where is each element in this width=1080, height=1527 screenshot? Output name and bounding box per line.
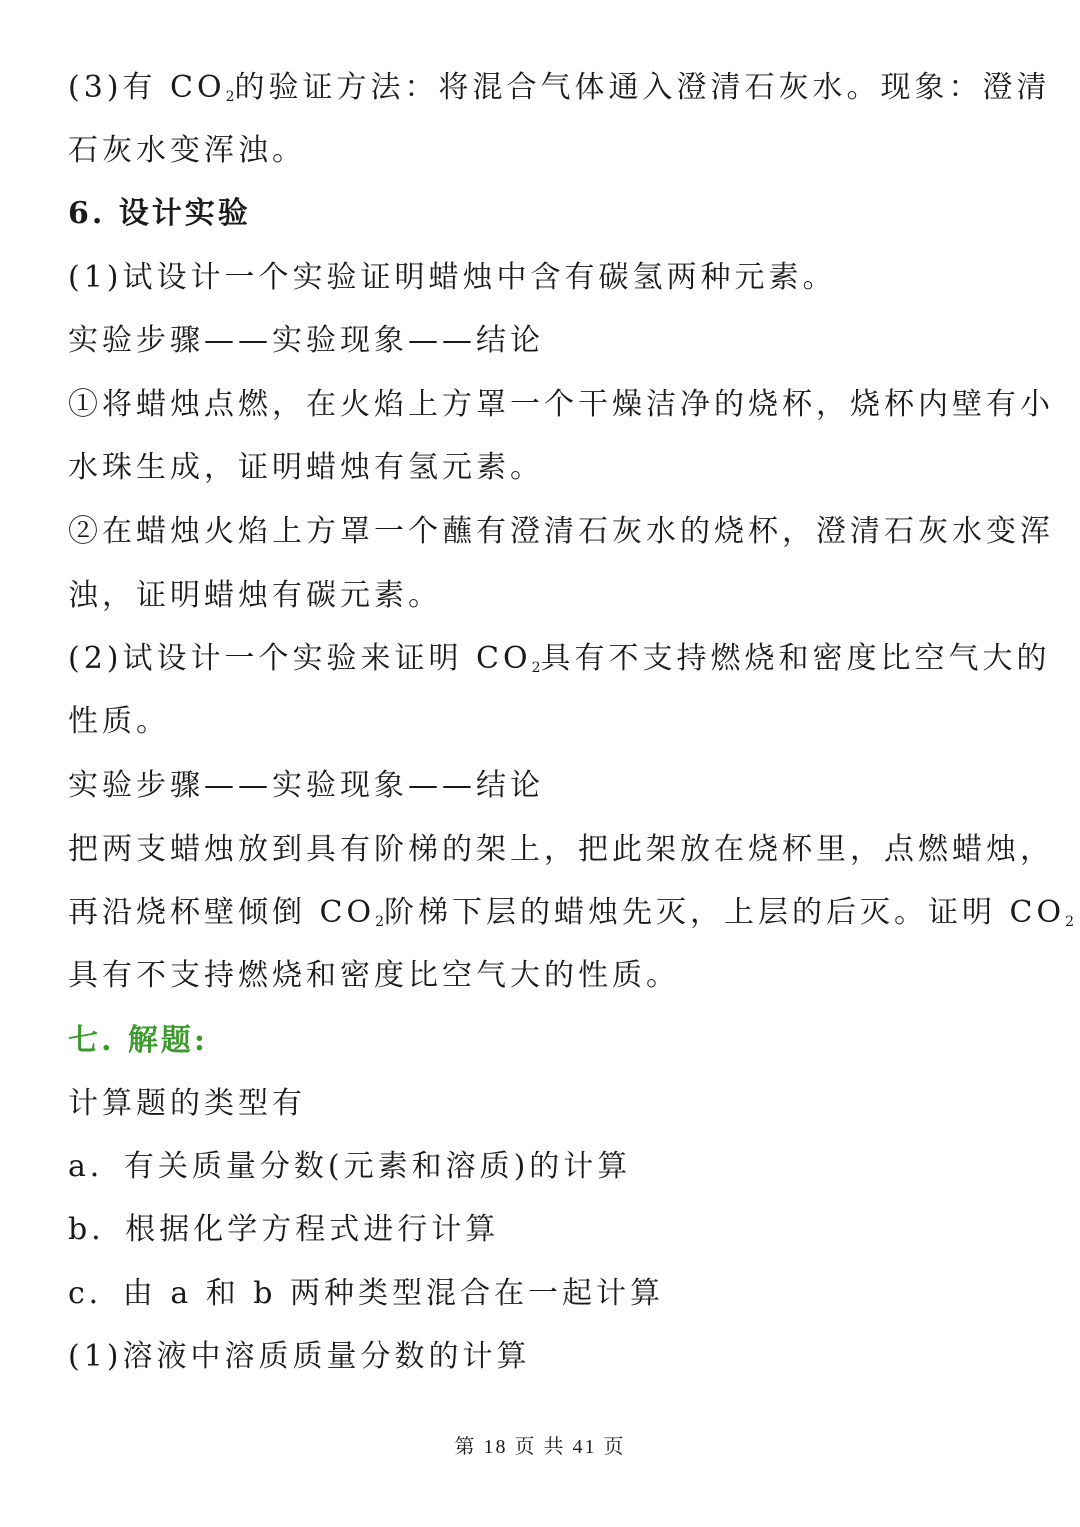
text-segment: (2)试设计一个实验来证明 CO — [68, 641, 532, 676]
section-heading-7: 七. 解题: — [68, 1023, 208, 1058]
subscript: 2 — [375, 914, 385, 930]
paragraph-line: ②在蜡烛火焰上方罩一个蘸有澄清石灰水的烧杯，澄清石灰水变浑 — [68, 514, 1054, 549]
subscript: 2 — [1065, 914, 1075, 930]
section-heading-6: 6. 设计实验 — [68, 196, 251, 231]
list-item-a: a．有关质量分数(元素和溶质)的计算 — [68, 1149, 632, 1184]
paragraph-line — [68, 68, 1051, 117]
paragraph-line — [68, 893, 1075, 942]
list-item-b: b．根据化学方程式进行计算 — [68, 1212, 500, 1247]
paragraph-line: 把两支蜡烛放到具有阶梯的架上，把此架放在烧杯里，点燃蜡烛， — [68, 832, 1054, 867]
text-segment: 阶梯下层的蜡烛先灭，上层的后灭。证明 CO — [384, 895, 1066, 930]
list-item-c: c．由 a 和 b 两种类型混合在一起计算 — [68, 1276, 665, 1311]
paragraph-line: 具有不支持燃烧和密度比空气大的性质。 — [68, 958, 680, 993]
paragraph-line: 计算题的类型有 — [68, 1086, 306, 1121]
text-segment: 的验证方法：将混合气体通入澄清石灰水。现象：澄清 — [234, 70, 1051, 105]
text-segment: (3)有 CO — [68, 70, 226, 105]
page-number-footer: 第 18 页 共 41 页 — [454, 1436, 626, 1458]
paragraph-line: (1)试设计一个实验证明蜡烛中含有碳氢两种元素。 — [68, 260, 837, 295]
paragraph-line: 实验步骤——实验现象——结论 — [68, 768, 544, 803]
paragraph-line: 水珠生成，证明蜡烛有氢元素。 — [68, 450, 544, 485]
paragraph-line: (1)溶液中溶质质量分数的计算 — [68, 1339, 531, 1374]
paragraph-line: 浊，证明蜡烛有碳元素。 — [68, 578, 442, 613]
text-segment: 具有不支持燃烧和密度比空气大的 — [540, 641, 1051, 676]
text-segment: 再沿烧杯壁倾倒 CO — [68, 895, 376, 930]
paragraph-line: 性质。 — [68, 704, 170, 739]
subscript: 2 — [531, 660, 541, 676]
paragraph-line: 石灰水变浑浊。 — [68, 133, 306, 168]
paragraph-line: 实验步骤——实验现象——结论 — [68, 323, 544, 358]
paragraph-line: ①将蜡烛点燃，在火焰上方罩一个干燥洁净的烧杯，烧杯内壁有小 — [68, 387, 1054, 422]
subscript: 2 — [225, 89, 235, 105]
paragraph-line — [68, 639, 1051, 688]
